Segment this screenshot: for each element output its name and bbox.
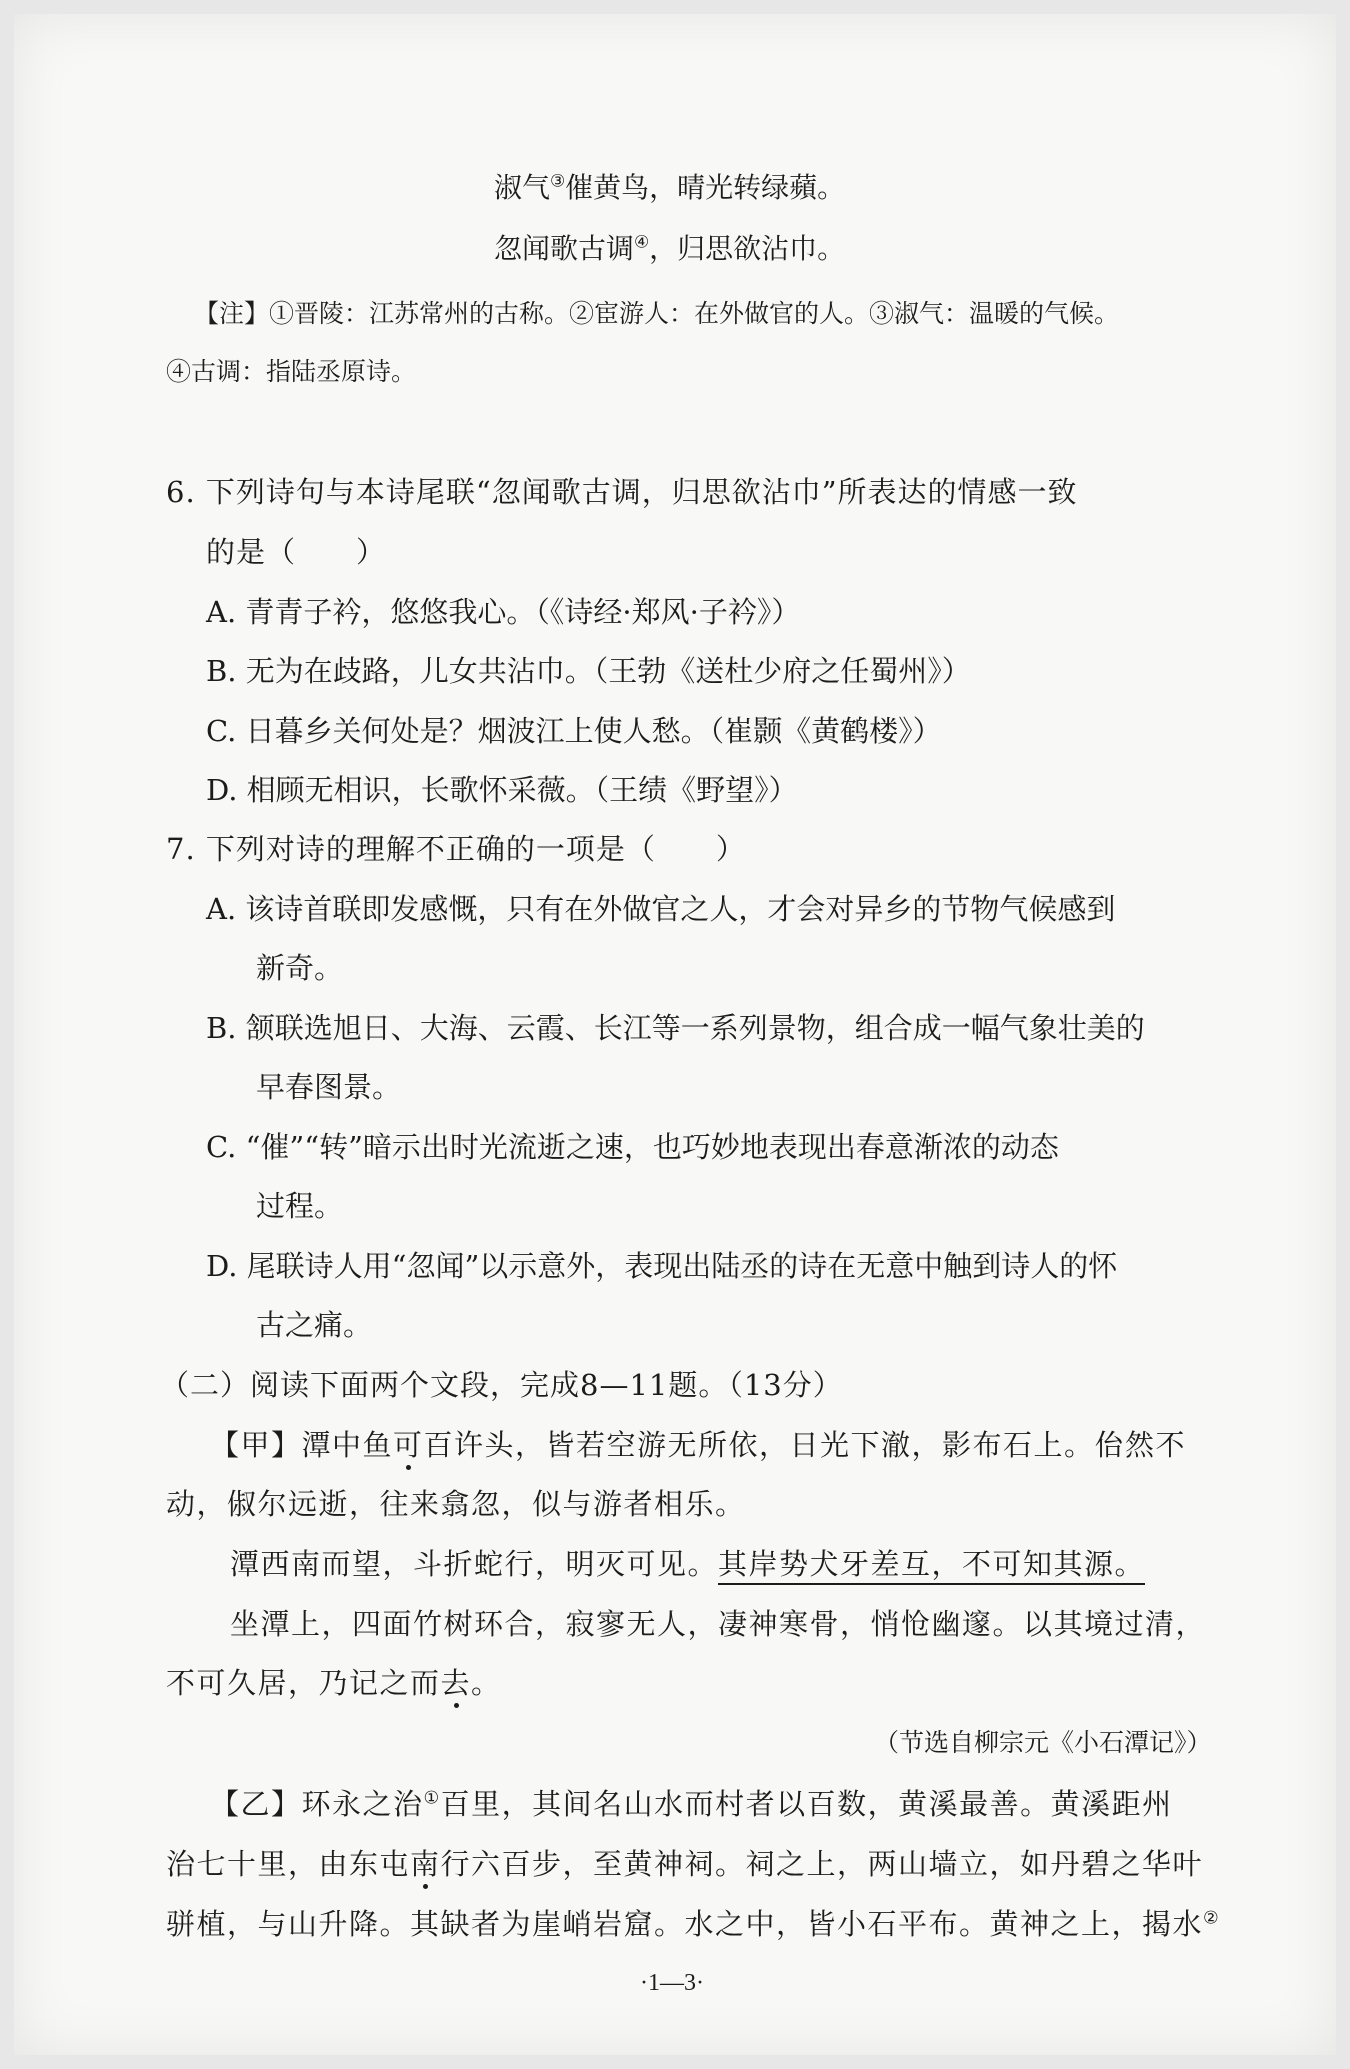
poem-text: 忽闻歌古调 <box>494 232 635 265</box>
q7-option-a: A. 该诗首联即发感慨，只有在外做官之人，才会对异乡的节物气候感到 <box>206 892 1116 926</box>
page-number: ·1—3· <box>640 1970 704 1996</box>
footnote-ref: ① <box>423 1788 441 1809</box>
note-line-2: ④古调：指陆丞原诗。 <box>166 357 417 386</box>
q7-option-c: C. “催”“转”暗示出时光流逝之速，也巧妙地表现出春意渐浓的动态 <box>206 1130 1059 1164</box>
passage-text: 骈植，与山升降。其缺者为崖峭岩窟。水之中，皆小石平布。黄神之上，揭水 <box>166 1907 1204 1941</box>
passage-text: 潭西南而望，斗折蛇行，明灭可见。 <box>230 1547 719 1581</box>
passage-jia-line-2: 动，俶尔远逝，往来翕忽，似与游者相乐。 <box>166 1487 746 1521</box>
q7-option-d: D. 尾联诗人用“忽闻”以示意外，表现出陆丞的诗在无意中触到诗人的怀 <box>206 1249 1118 1283</box>
q6-option-d: D. 相顾无相识，长歌怀采薇。（王绩《野望》） <box>206 773 798 807</box>
emphasis-dot-char: 南 <box>410 1847 441 1881</box>
emphasis-dot-char: 可 <box>393 1428 424 1462</box>
passage-text: 百许头，皆若空游无所依，日光下澈，影布石上。佁然不 <box>423 1428 1187 1462</box>
q6-option-b: B. 无为在歧路，儿女共沾巾。（王勃《送杜少府之任蜀州》） <box>206 654 971 688</box>
poem-text: 淑气 <box>494 171 551 204</box>
q7-option-b-cont: 早春图景。 <box>256 1070 402 1104</box>
exam-page <box>14 14 1336 2055</box>
passage-text: 。 <box>471 1666 502 1700</box>
passage-jia-source: （节选自柳宗元《小石潭记》） <box>874 1728 1212 1757</box>
passage-text: 【甲】潭中鱼 <box>210 1428 394 1462</box>
underlined-sentence: 其岸势犬牙差互，不可知其源。 <box>718 1547 1145 1585</box>
footnote-ref: ③ <box>550 170 566 191</box>
poem-text: 催黄鸟，晴光转绿蘋。 <box>565 171 846 204</box>
passage-jia-line-4: 坐潭上，四面竹树环合，寂寥无人，凄神寒骨，悄怆幽邃。以其境过清， <box>230 1607 1207 1641</box>
q7-option-c-cont: 过程。 <box>256 1189 344 1223</box>
passage-jia-line-5 <box>166 1663 502 1703</box>
poem-line-1 <box>494 168 845 208</box>
question-6-stem-cont: 的是（ ） <box>206 535 387 569</box>
q6-option-c: C. 日暮乡关何处是？烟波江上使人愁。（崔颢《黄鹤楼》） <box>206 714 942 748</box>
q7-option-a-cont: 新奇。 <box>256 951 344 985</box>
footnote-ref: ④ <box>634 231 650 252</box>
emphasis-dot-char: 去 <box>440 1666 472 1700</box>
passage-jia-line-3 <box>230 1544 1145 1584</box>
section-2-heading: （二）阅读下面两个文段，完成8—11题。（13分） <box>160 1368 843 1402</box>
poem-line-2 <box>494 229 845 269</box>
passage-text: 不可久居，乃记之而 <box>166 1666 441 1700</box>
question-7-stem: 7. 下列对诗的理解不正确的一项是（ ） <box>166 832 746 866</box>
passage-text: 百里，其间名山水而村者以百数，黄溪最善。黄溪距州 <box>440 1787 1173 1821</box>
q7-option-d-cont: 古之痛。 <box>256 1308 373 1342</box>
note-line-1: 【注】①晋陵：江苏常州的古称。②宦游人：在外做官的人。③淑气：温暖的气候。 <box>194 299 1120 328</box>
passage-yi-line-3 <box>166 1904 1220 1944</box>
passage-text: 治七十里，由东屯 <box>166 1847 411 1881</box>
passage-text: 行六百步，至黄神祠。祠之上，两山墙立，如丹碧之华叶 <box>440 1847 1204 1881</box>
passage-jia-line-1 <box>210 1425 1186 1465</box>
passage-text: 【乙】环永之治 <box>210 1787 424 1821</box>
footnote-ref: ② <box>1203 1908 1221 1929</box>
q6-option-a: A. 青青子衿，悠悠我心。（《诗经·郑风·子衿》） <box>206 595 801 629</box>
poem-text: ，归思欲沾巾。 <box>649 232 846 265</box>
question-6-stem: 6. 下列诗句与本诗尾联“忽闻歌古调，归思欲沾巾”所表达的情感一致 <box>166 475 1078 509</box>
q7-option-b: B. 颔联选旭日、大海、云霞、长江等一系列景物，组合成一幅气象壮美的 <box>206 1011 1145 1045</box>
passage-yi-line-1 <box>210 1784 1173 1824</box>
passage-yi-line-2 <box>166 1844 1203 1884</box>
